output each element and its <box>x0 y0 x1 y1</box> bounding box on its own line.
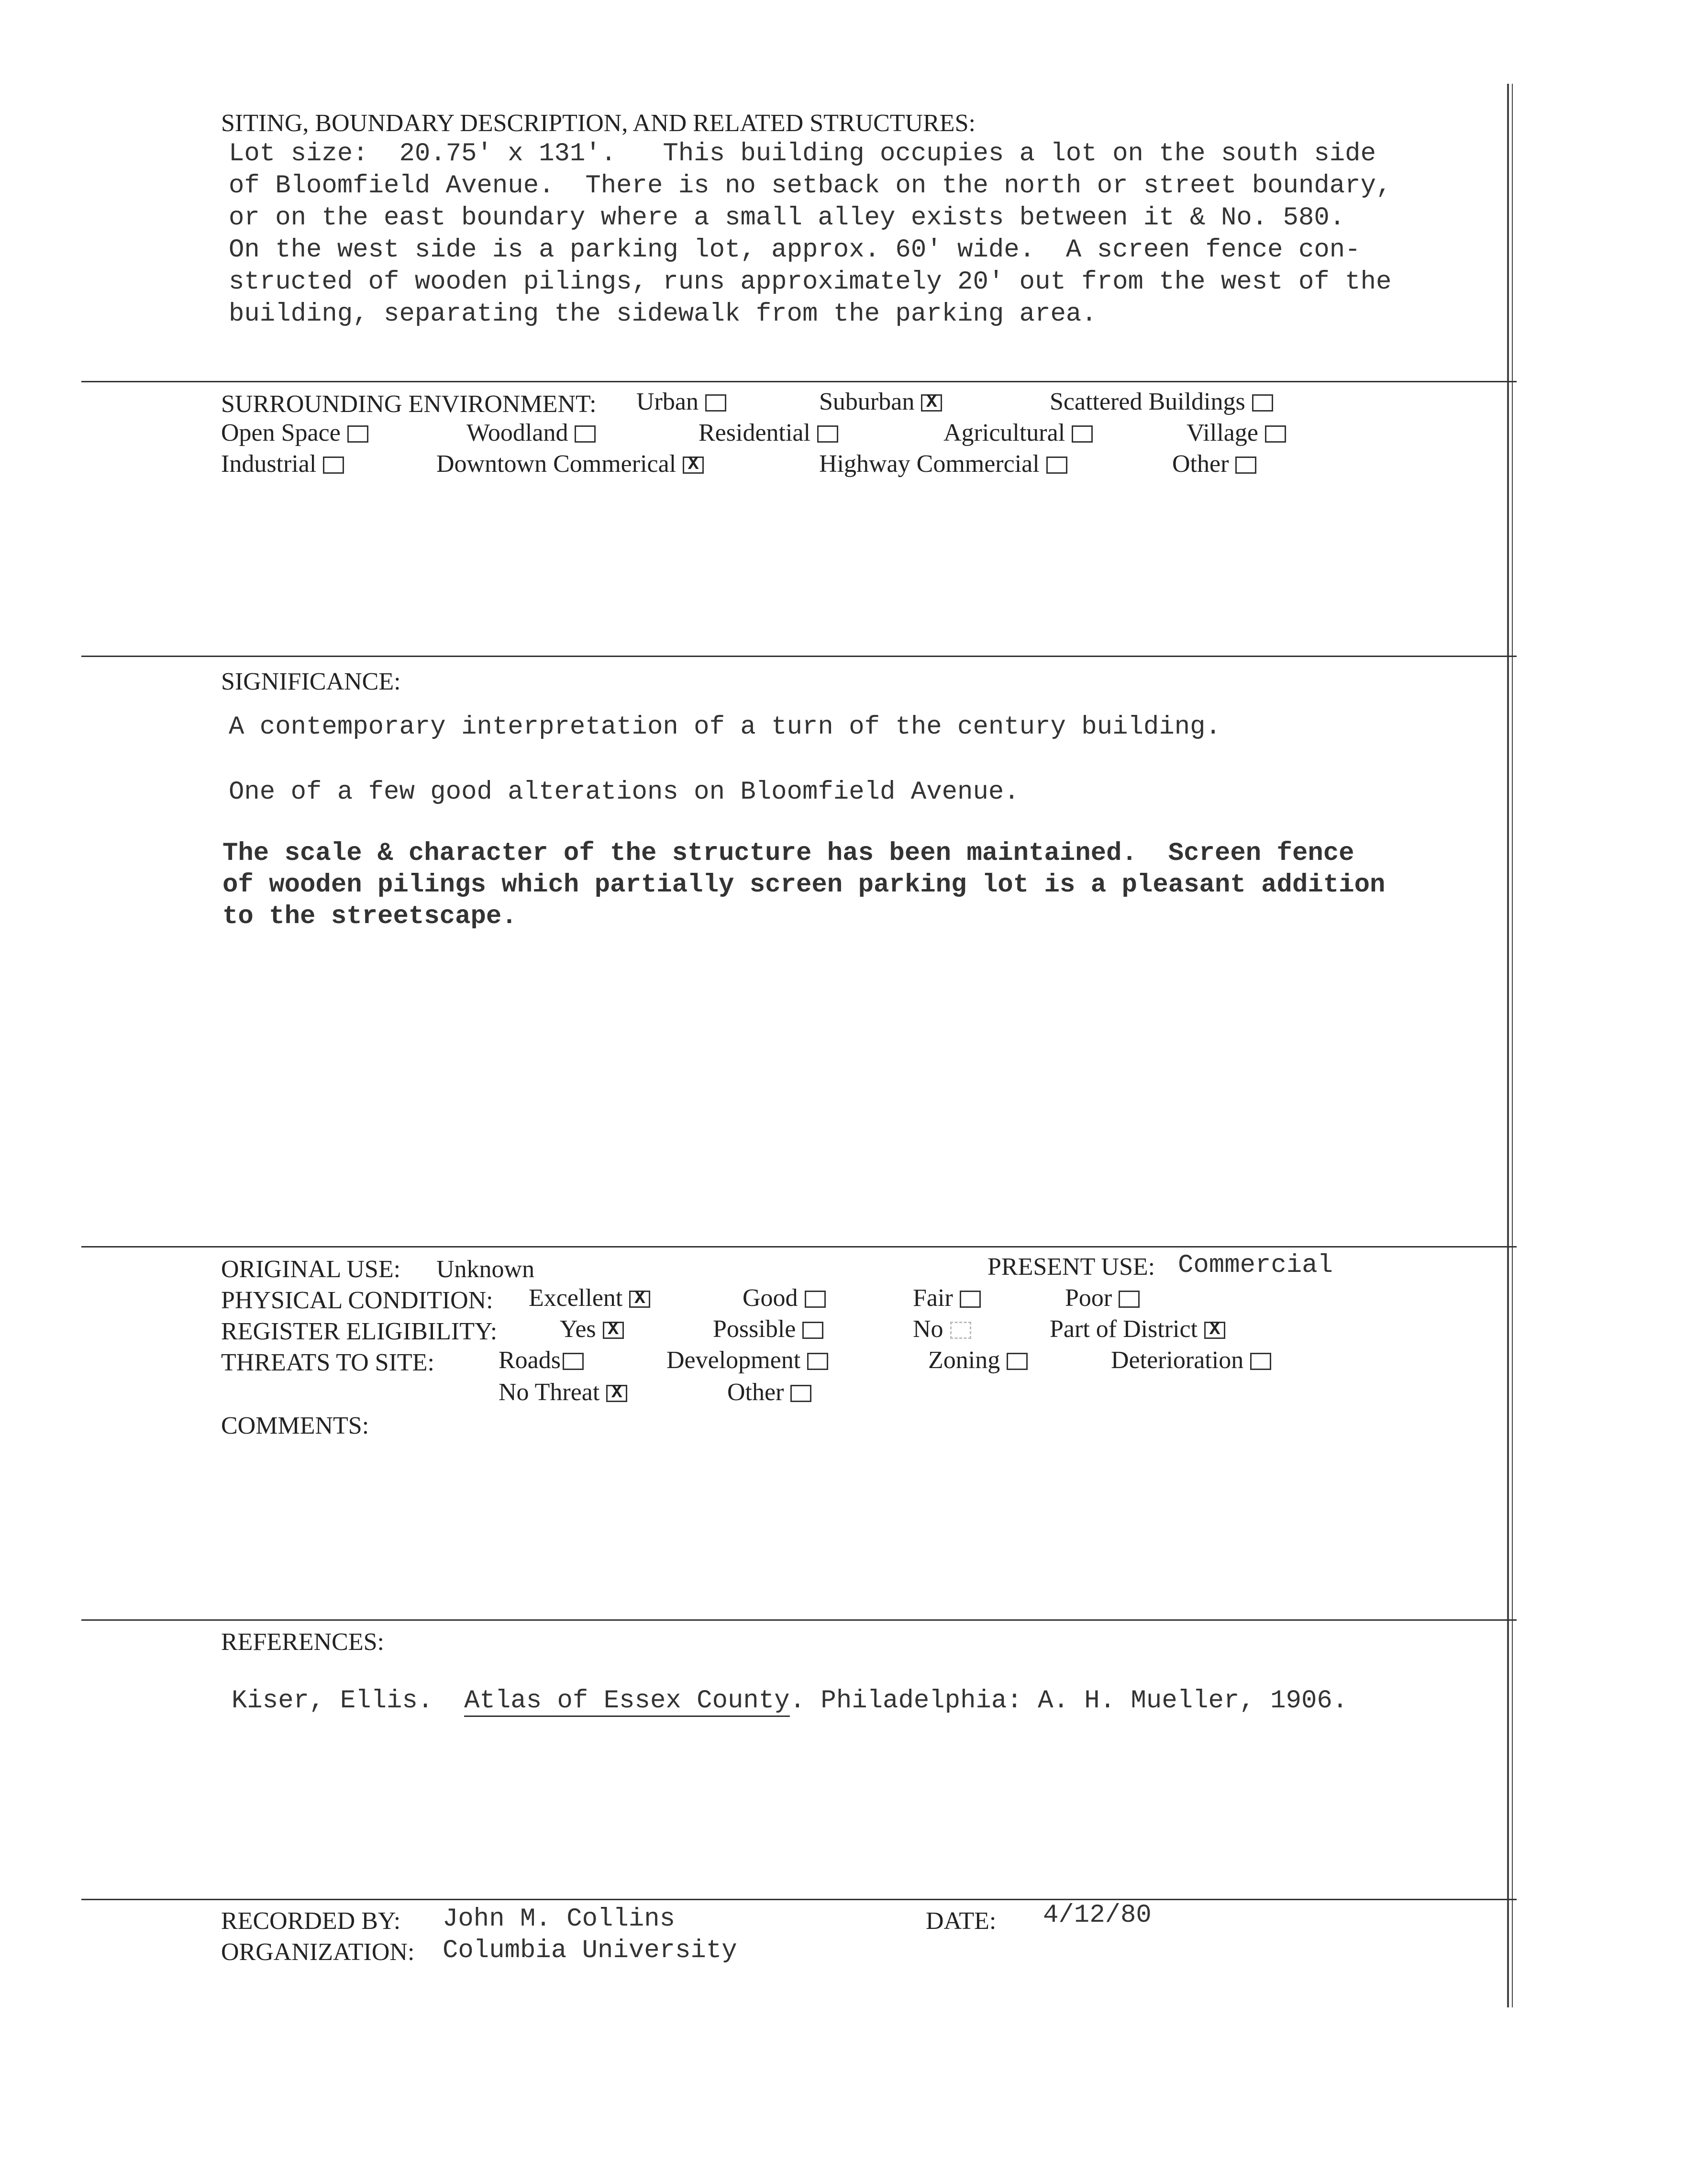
env-suburban[interactable]: SuburbanX <box>819 388 942 416</box>
present-use-value: Commercial <box>1178 1251 1333 1280</box>
right-border-outer <box>1507 84 1509 2007</box>
elig-yes[interactable]: YesX <box>560 1315 624 1343</box>
recorded-by-value: John M. Collins <box>443 1905 676 1934</box>
significance-p3-line-3: to the streetscape. <box>222 902 517 931</box>
env-agricultural-checkbox[interactable] <box>1072 425 1093 443</box>
cond-fair[interactable]: Fair <box>913 1284 981 1312</box>
env-residential[interactable]: Residential <box>699 419 838 447</box>
eligibility-label: REGISTER ELIGIBILITY: <box>221 1318 498 1345</box>
env-other-checkbox[interactable] <box>1235 457 1256 474</box>
original-use-value: Unknown <box>436 1256 535 1283</box>
threat-development-checkbox[interactable] <box>807 1353 828 1370</box>
organization-value: Columbia University <box>443 1936 737 1965</box>
threat-deterioration-checkbox[interactable] <box>1250 1353 1271 1370</box>
reference-rest: . Philadelphia: A. H. Mueller, 1906. <box>789 1686 1348 1715</box>
threat-no-threat-checkbox[interactable] <box>606 1385 627 1402</box>
threat-development[interactable]: Development <box>666 1346 828 1374</box>
threats-label: THREATS TO SITE: <box>221 1349 434 1376</box>
siting-heading: SITING, BOUNDARY DESCRIPTION, AND RELATED STRUCTURES: <box>221 110 976 137</box>
reference-author: Kiser, Ellis. <box>232 1686 433 1715</box>
threat-other[interactable]: Other <box>727 1378 811 1406</box>
cond-excellent[interactable]: ExcellentX <box>529 1284 650 1312</box>
env-residential-checkbox[interactable] <box>817 425 838 443</box>
env-woodland[interactable]: Woodland <box>466 419 596 447</box>
env-highway-checkbox[interactable] <box>1046 457 1067 474</box>
elig-district[interactable]: Part of DistrictX <box>1050 1315 1225 1343</box>
elig-possible[interactable]: Possible <box>713 1315 823 1343</box>
recorded-by-label: RECORDED BY: <box>221 1907 401 1935</box>
right-border-inner <box>1512 84 1513 2007</box>
threat-roads[interactable]: Roads <box>499 1346 584 1374</box>
siting-line-2: of Bloomfield Avenue. There is no setback on the north or street boundary, <box>229 171 1392 201</box>
comments-label: COMMENTS: <box>221 1412 369 1439</box>
env-suburban-checkbox[interactable] <box>921 394 942 412</box>
present-use-label: PRESENT USE: <box>987 1253 1155 1281</box>
cond-poor[interactable]: Poor <box>1065 1284 1140 1312</box>
divider-3 <box>81 1246 1517 1248</box>
environment-heading: SURROUNDING ENVIRONMENT: <box>221 390 597 418</box>
threat-zoning[interactable]: Zoning <box>928 1346 1028 1374</box>
siting-line-3: or on the east boundary where a small alley exists between it & No. 580. <box>229 203 1345 233</box>
original-use-label: ORIGINAL USE: <box>221 1256 401 1283</box>
siting-line-6: building, separating the sidewalk from the parking area. <box>229 300 1097 329</box>
significance-p1: A contemporary interpretation of a turn of the century building. <box>229 713 1221 742</box>
env-village[interactable]: Village <box>1187 419 1286 447</box>
env-open-space-checkbox[interactable] <box>347 425 368 443</box>
threat-other-checkbox[interactable] <box>790 1385 811 1402</box>
significance-heading: SIGNIFICANCE: <box>221 668 401 695</box>
significance-p2: One of a few good alterations on Bloomfield Avenue. <box>229 778 1020 807</box>
siting-line-1: Lot size: 20.75' x 131'. This building occupies a lot on the south side <box>229 139 1376 168</box>
cond-good[interactable]: Good <box>743 1284 826 1312</box>
env-industrial[interactable]: Industrial <box>221 450 344 478</box>
divider-4 <box>81 1619 1517 1621</box>
threat-roads-checkbox[interactable] <box>563 1353 584 1370</box>
elig-no-checkbox[interactable] <box>950 1322 971 1339</box>
env-scattered-checkbox[interactable] <box>1252 394 1273 412</box>
env-scattered[interactable]: Scattered Buildings <box>1050 388 1273 416</box>
condition-label: PHYSICAL CONDITION: <box>221 1287 493 1314</box>
elig-possible-checkbox[interactable] <box>802 1322 823 1339</box>
cond-good-checkbox[interactable] <box>805 1291 826 1308</box>
env-urban-checkbox[interactable] <box>705 394 726 412</box>
env-agricultural[interactable]: Agricultural <box>943 419 1093 447</box>
date-value: 4/12/80 <box>1043 1901 1152 1930</box>
elig-no[interactable]: No <box>913 1315 971 1343</box>
cond-excellent-checkbox[interactable] <box>629 1291 650 1308</box>
divider-2 <box>81 656 1517 657</box>
env-other[interactable]: Other <box>1172 450 1256 478</box>
cond-poor-checkbox[interactable] <box>1119 1291 1140 1308</box>
threat-zoning-checkbox[interactable] <box>1007 1353 1028 1370</box>
threat-no-threat[interactable]: No ThreatX <box>499 1378 627 1406</box>
divider-1 <box>81 381 1517 382</box>
reference-title: Atlas of Essex County <box>464 1686 790 1717</box>
env-woodland-checkbox[interactable] <box>575 425 596 443</box>
elig-yes-checkbox[interactable] <box>603 1322 624 1339</box>
siting-line-5: structed of wooden pilings, runs approximately 20' out from the west of the <box>229 267 1392 297</box>
date-label: DATE: <box>926 1907 997 1935</box>
threat-deterioration[interactable]: Deterioration <box>1111 1346 1271 1374</box>
env-open-space[interactable]: Open Space <box>221 419 368 447</box>
env-highway[interactable]: Highway Commercial <box>819 450 1067 478</box>
organization-label: ORGANIZATION: <box>221 1938 415 1966</box>
reference-entry <box>232 1686 1348 1715</box>
significance-p3-line-1: The scale & character of the structure has been maintained. Screen fence <box>222 839 1354 868</box>
elig-district-checkbox[interactable] <box>1204 1322 1225 1339</box>
cond-fair-checkbox[interactable] <box>960 1291 981 1308</box>
significance-p3-line-2: of wooden pilings which partially screen parking lot is a pleasant addition <box>222 870 1386 900</box>
env-village-checkbox[interactable] <box>1265 425 1286 443</box>
divider-5 <box>81 1899 1517 1900</box>
env-industrial-checkbox[interactable] <box>323 457 344 474</box>
references-heading: REFERENCES: <box>221 1628 384 1656</box>
env-downtown-checkbox[interactable] <box>683 457 704 474</box>
env-urban[interactable]: Urban <box>636 388 726 416</box>
env-downtown[interactable]: Downtown CommericalX <box>436 450 704 478</box>
siting-line-4: On the west side is a parking lot, approx. 60' wide. A screen fence con- <box>229 235 1361 265</box>
